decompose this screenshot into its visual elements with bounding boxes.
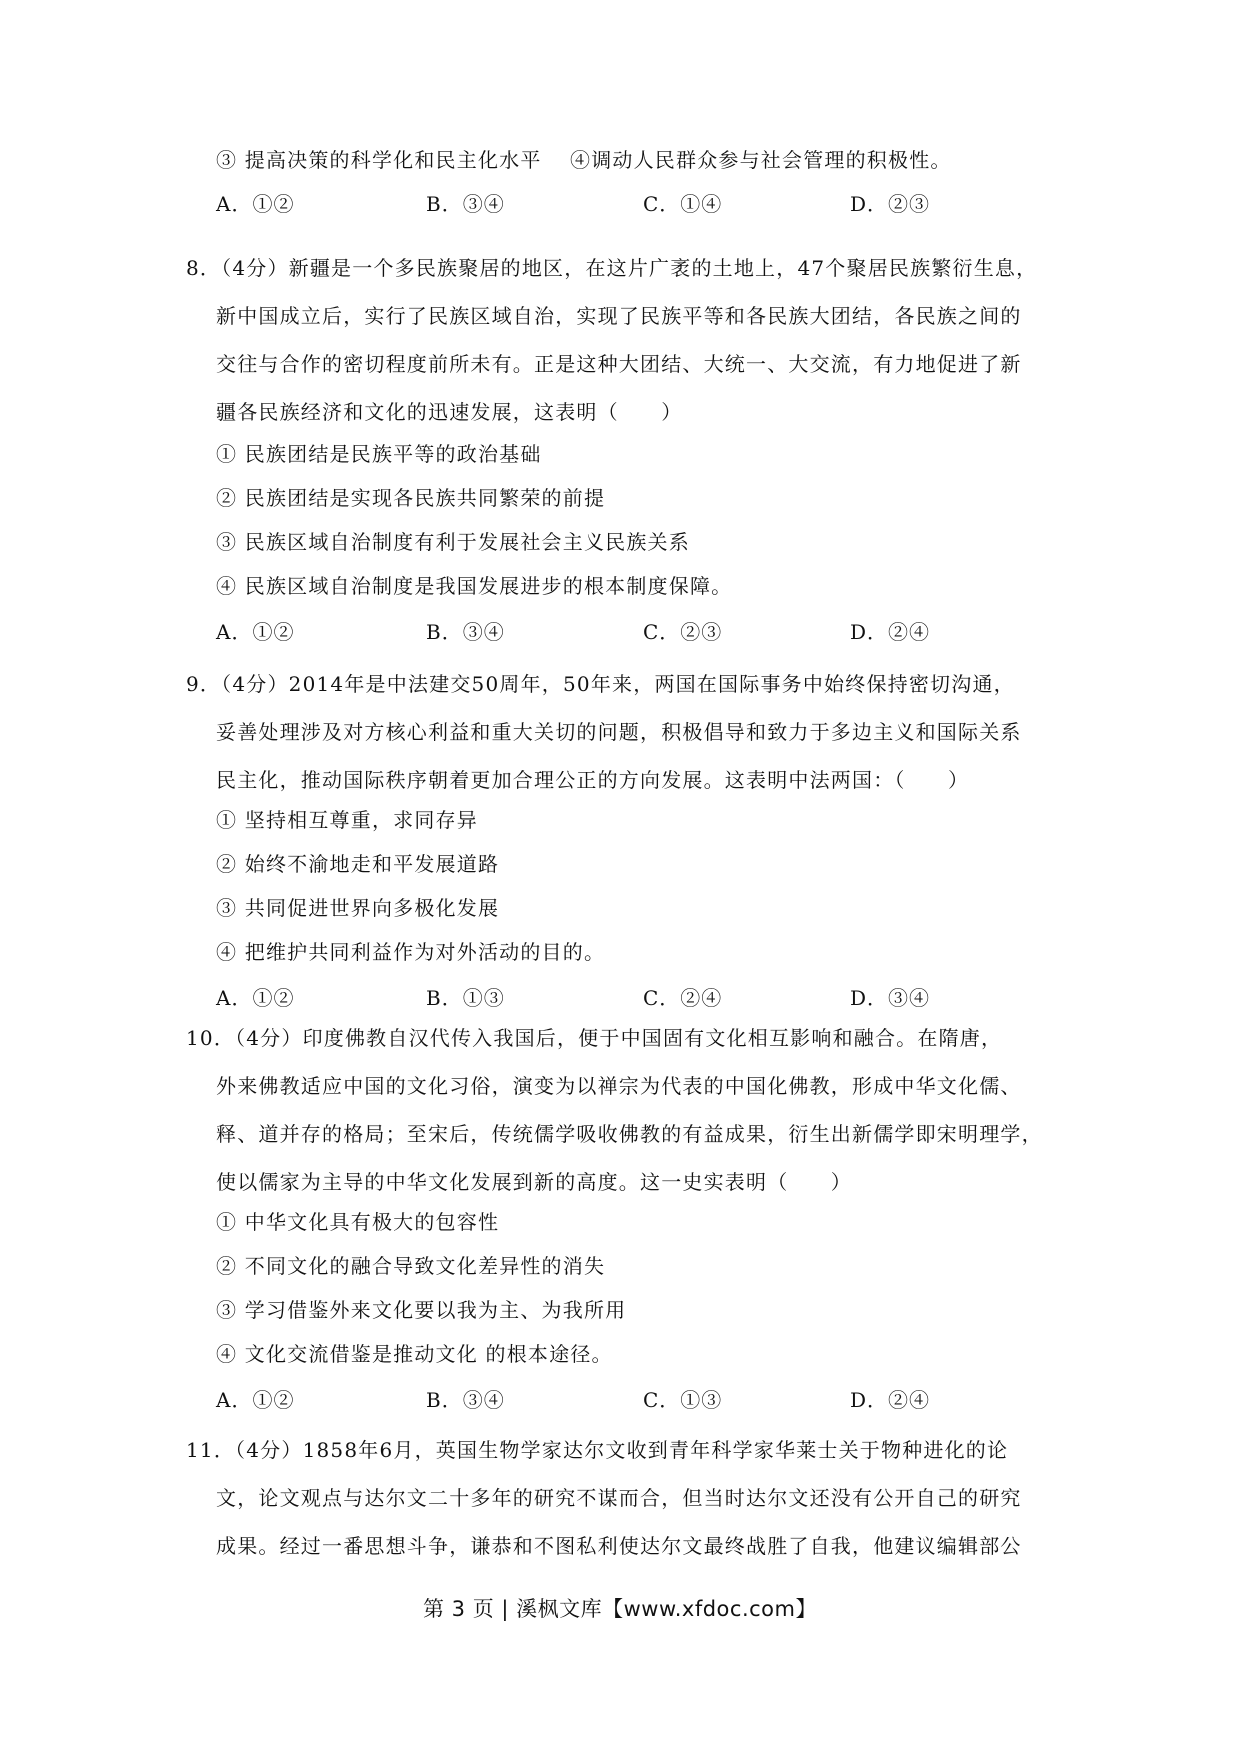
q11-stem-line-2: 文，论文观点与达尔文二十多年的研究不谋而合，但当时达尔文还没有公开自己的研究 xyxy=(216,1486,1022,1510)
q8-stem-line-1: 8．（4分）新疆是一个多民族聚居的地区，在这片广袤的土地上，47个聚居民族繁衍生息， xyxy=(186,256,1038,280)
q10-statement-3: ③ 学习借鉴外来文化要以我为主、为我所用 xyxy=(216,1298,627,1322)
page-footer: 第 3 页 | 溪枫文库【www.xfdoc.com】 xyxy=(423,1597,817,1621)
q9-statement-1: ① 坚持相互尊重，求同存异 xyxy=(216,808,478,832)
q10-stem-line-3: 释、道并存的格局；至宋后，传统儒学吸收佛教的有益成果，衍生出新儒学即宋明理学， xyxy=(216,1122,1043,1146)
q8-option-c: C．②③ xyxy=(643,620,723,644)
q10-stem-line-4: 使以儒家为主导的中华文化发展到新的高度。这一史实表明（ ） xyxy=(216,1170,852,1194)
q8-stem-line-3: 交往与合作的密切程度前所未有。正是这种大团结、大统一、大交流，有力地促进了新 xyxy=(216,352,1022,376)
q7-option-c: C．①④ xyxy=(643,192,723,216)
q9-option-a: A．①② xyxy=(216,986,295,1010)
q10-statement-4: ④ 文化交流借鉴是推动文化 的根本途径。 xyxy=(216,1342,613,1366)
q7-option-d: D．②③ xyxy=(850,192,931,216)
q7-statement-4: ④调动人民群众参与社会管理的积极性。 xyxy=(570,148,952,172)
q10-option-a: A．①② xyxy=(216,1388,295,1412)
q10-statement-1: ① 中华文化具有极大的包容性 xyxy=(216,1210,500,1234)
q11-stem-line-1: 11．（4分）1858年6月，英国生物学家达尔文收到青年科学家华莱士关于物种进化的论 xyxy=(186,1438,1009,1462)
q9-option-d: D．③④ xyxy=(850,986,931,1010)
q8-statement-3: ③ 民族区域自治制度有利于发展社会主义民族关系 xyxy=(216,530,690,554)
q10-options xyxy=(0,1386,1240,1414)
q8-stem-line-4: 疆各民族经济和文化的迅速发展，这表明（ ） xyxy=(216,400,683,424)
q9-options xyxy=(0,984,1240,1012)
q7-option-a: A．①② xyxy=(216,192,295,216)
q10-option-d: D．②④ xyxy=(850,1388,931,1412)
q8-option-b: B．③④ xyxy=(426,620,505,644)
q8-statement-1: ① 民族团结是民族平等的政治基础 xyxy=(216,442,542,466)
q10-stem-line-1: 10．（4分）印度佛教自汉代传入我国后，便于中国固有文化相互影响和融合。在隋唐， xyxy=(186,1026,1003,1050)
q9-statement-2: ② 始终不渝地走和平发展道路 xyxy=(216,852,500,876)
q10-option-c: C．①③ xyxy=(643,1388,723,1412)
q9-statement-3: ③ 共同促进世界向多极化发展 xyxy=(216,896,500,920)
q8-stem-line-2: 新中国成立后，实行了民族区域自治，实现了民族平等和各民族大团结，各民族之间的 xyxy=(216,304,1022,328)
q9-stem-line-2: 妥善处理涉及对方核心利益和重大关切的问题，积极倡导和致力于多边主义和国际关系 xyxy=(216,720,1022,744)
q9-stem-line-1: 9．（4分）2014年是中法建交50周年，50年来，两国在国际事务中始终保持密切沟通， xyxy=(186,672,1015,696)
q9-option-b: B．①③ xyxy=(426,986,505,1010)
q8-statement-4: ④ 民族区域自治制度是我国发展进步的根本制度保障。 xyxy=(216,574,733,598)
q9-option-c: C．②④ xyxy=(643,986,723,1010)
q7-options xyxy=(0,190,1240,218)
q7-option-b: B．③④ xyxy=(426,192,505,216)
q7-statement-3: ③ 提高决策的科学化和民主化水平 xyxy=(216,148,542,172)
q10-statement-2: ② 不同文化的融合导致文化差异性的消失 xyxy=(216,1254,606,1278)
q9-statement-4: ④ 把维护共同利益作为对外活动的目的。 xyxy=(216,940,606,964)
q8-statement-2: ② 民族团结是实现各民族共同繁荣的前提 xyxy=(216,486,606,510)
q9-stem-line-3: 民主化，推动国际秩序朝着更加合理公正的方向发展。这表明中法两国：（ ） xyxy=(216,768,970,792)
q8-options xyxy=(0,618,1240,646)
q8-option-d: D．②④ xyxy=(850,620,931,644)
q10-option-b: B．③④ xyxy=(426,1388,505,1412)
q11-stem-line-3: 成果。经过一番思想斗争，谦恭和不图私利使达尔文最终战胜了自我，他建议编辑部公 xyxy=(216,1534,1022,1558)
q10-stem-line-2: 外来佛教适应中国的文化习俗，演变为以禅宗为代表的中国化佛教，形成中华文化儒、 xyxy=(216,1074,1022,1098)
q8-option-a: A．①② xyxy=(216,620,295,644)
